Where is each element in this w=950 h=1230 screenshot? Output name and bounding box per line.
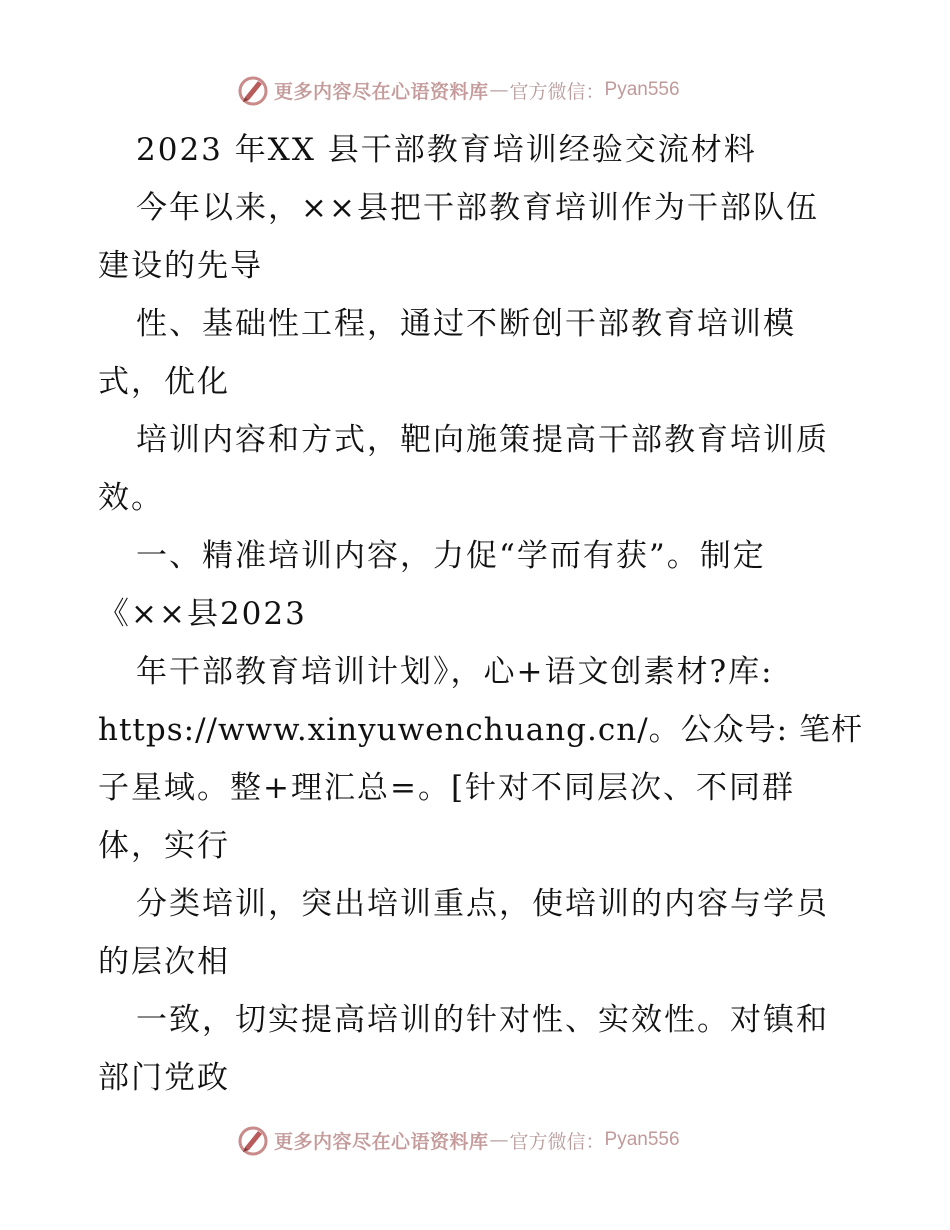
watermark-brand-text: 更多内容尽在心语资料库	[274, 80, 489, 103]
watermark-brand-text: 更多内容尽在心语资料库	[274, 1130, 489, 1153]
paragraph-line: https://www.xinyuwenchuang.cn/。公众号: 笔杆	[98, 712, 863, 748]
pen-logo-icon	[236, 1123, 270, 1157]
paragraph-line: 式，优化	[98, 364, 230, 400]
paragraph-line: 效。	[98, 480, 164, 516]
paragraph-line: 体，实行	[98, 828, 230, 864]
footer-watermark-banner	[236, 1122, 680, 1158]
document-title: 2023 年XX 县干部教育培训经验交流材料	[136, 132, 757, 168]
watermark-account: Pyan556	[604, 79, 680, 100]
paragraph-line: 年干部教育培训计划》，心+语文创素材?库:	[136, 654, 774, 690]
paragraph-line: 今年以来，××县把干部教育培训作为干部队伍	[136, 190, 819, 226]
paragraph-line: 培训内容和方式，靶向施策提高干部教育培训质	[136, 422, 829, 458]
header-watermark-banner	[236, 72, 680, 108]
pen-logo-icon	[236, 73, 270, 107]
paragraph-line: 子星域。整+理汇总=。[针对不同层次、不同群	[98, 770, 796, 806]
watermark-account: Pyan556	[604, 1129, 680, 1150]
watermark-dash: —	[489, 1129, 509, 1151]
section-heading-line: 一、精准培训内容，力促“学而有获”。制定	[136, 538, 766, 574]
paragraph-line: 一致，切实提高培训的针对性、实效性。对镇和	[136, 1002, 829, 1038]
watermark-wechat-label: 官方微信：	[509, 1130, 605, 1153]
paragraph-line: 建设的先导	[98, 248, 263, 284]
paragraph-line: 部门党政	[98, 1060, 230, 1096]
paragraph-line: 的层次相	[98, 944, 230, 980]
paragraph-line: 性、基础性工程，通过不断创干部教育培训模	[136, 306, 796, 342]
paragraph-line: 《××县2023	[98, 596, 307, 632]
watermark-dash: —	[489, 79, 509, 101]
watermark-wechat-label: 官方微信：	[509, 80, 605, 103]
paragraph-line: 分类培训，突出培训重点，使培训的内容与学员	[136, 886, 829, 922]
